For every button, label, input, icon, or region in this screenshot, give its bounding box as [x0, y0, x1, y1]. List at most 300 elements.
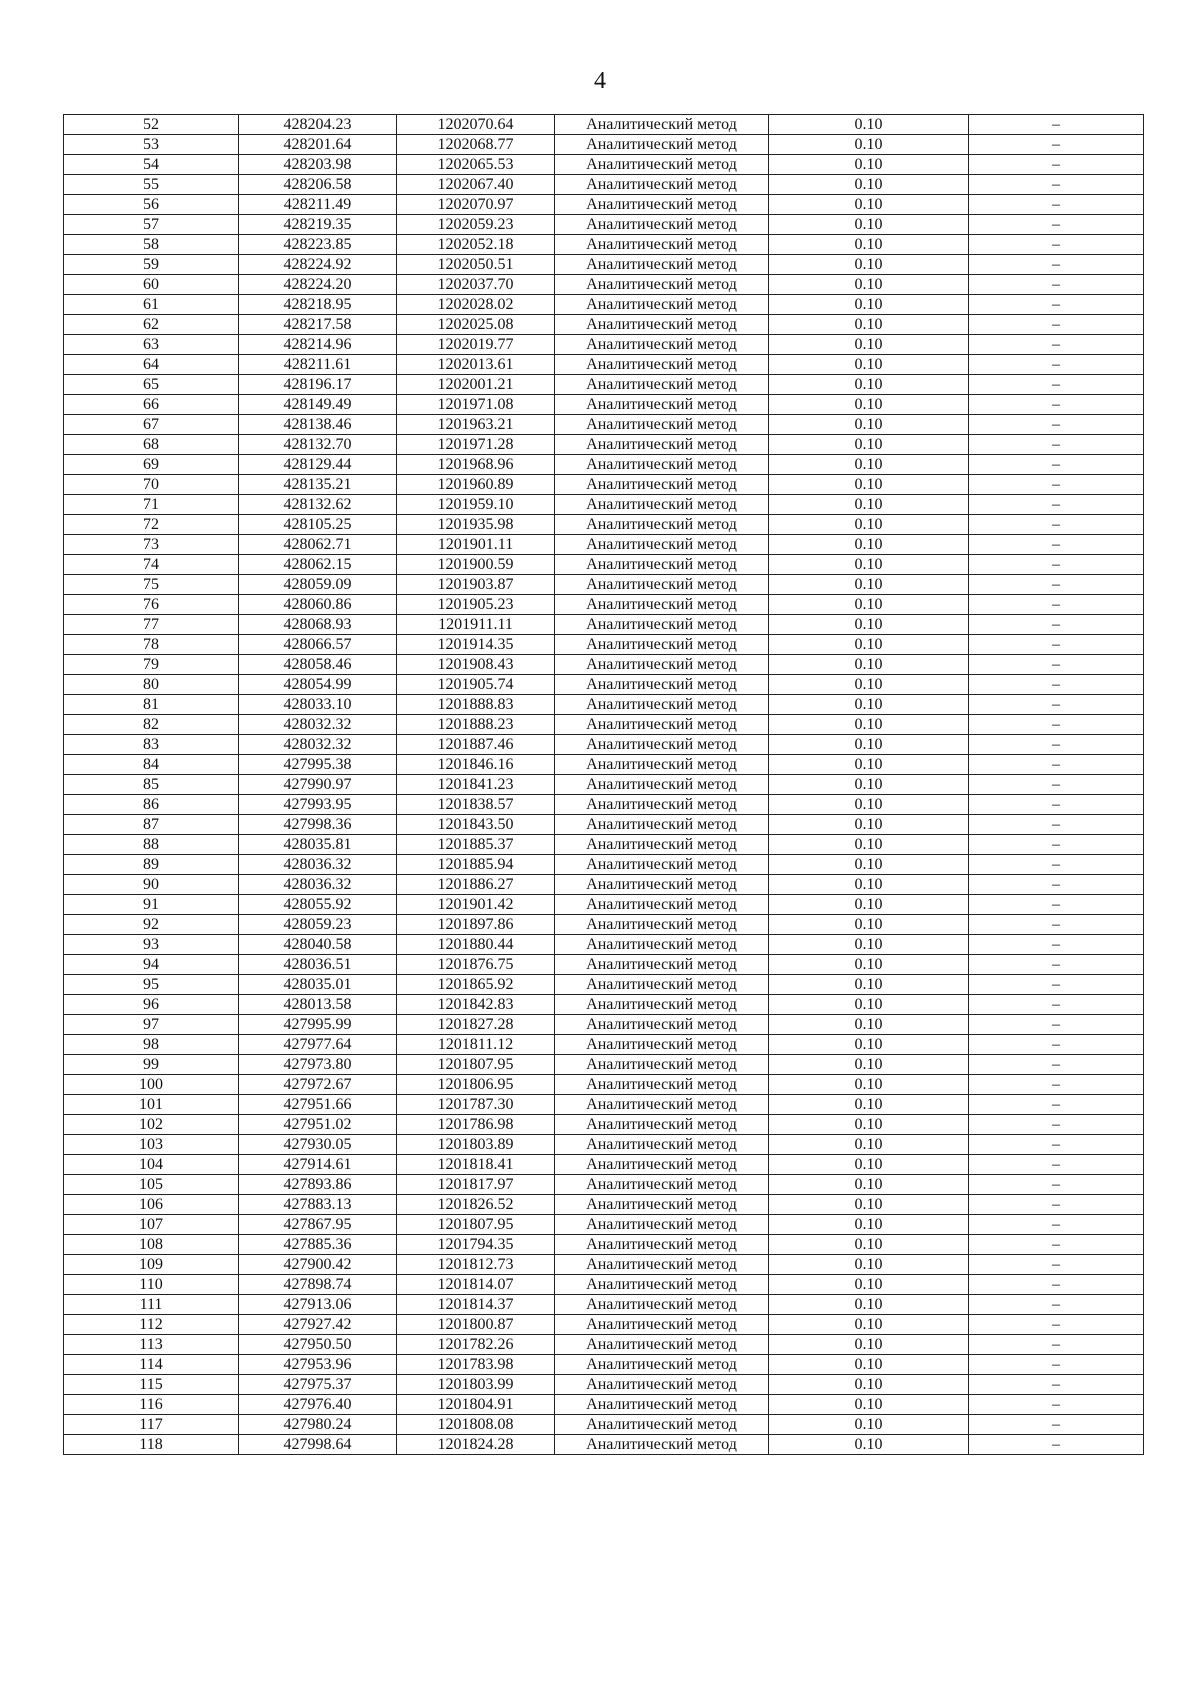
- accuracy-cell: 0.10: [769, 1395, 969, 1415]
- x-coordinate-cell: 427975.37: [239, 1375, 397, 1395]
- x-coordinate-cell: 428196.17: [239, 375, 397, 395]
- note-cell: –: [969, 715, 1144, 735]
- y-coordinate-cell: 1202059.23: [397, 215, 555, 235]
- note-cell: –: [969, 955, 1144, 975]
- table-row: [64, 855, 1144, 875]
- y-coordinate-cell: 1201800.87: [397, 1315, 555, 1335]
- point-number-cell: 79: [64, 655, 239, 675]
- note-cell: –: [969, 535, 1144, 555]
- note-cell: –: [969, 655, 1144, 675]
- x-coordinate-cell: 427914.61: [239, 1155, 397, 1175]
- table-row: [64, 255, 1144, 275]
- y-coordinate-cell: 1201818.41: [397, 1155, 555, 1175]
- y-coordinate-cell: 1201812.73: [397, 1255, 555, 1275]
- y-coordinate-cell: 1201814.37: [397, 1295, 555, 1315]
- x-coordinate-cell: 427927.42: [239, 1315, 397, 1335]
- point-number-cell: 54: [64, 155, 239, 175]
- table-row: [64, 295, 1144, 315]
- point-number-cell: 98: [64, 1035, 239, 1055]
- method-cell: Аналитический метод: [555, 435, 769, 455]
- y-coordinate-cell: 1202001.21: [397, 375, 555, 395]
- note-cell: –: [969, 615, 1144, 635]
- method-cell: Аналитический метод: [555, 1315, 769, 1335]
- point-number-cell: 78: [64, 635, 239, 655]
- table-row: [64, 1175, 1144, 1195]
- x-coordinate-cell: 427867.95: [239, 1215, 397, 1235]
- method-cell: Аналитический метод: [555, 475, 769, 495]
- note-cell: –: [969, 175, 1144, 195]
- table-row: [64, 575, 1144, 595]
- x-coordinate-cell: 427950.50: [239, 1335, 397, 1355]
- note-cell: –: [969, 1135, 1144, 1155]
- x-coordinate-cell: 428203.98: [239, 155, 397, 175]
- method-cell: Аналитический метод: [555, 975, 769, 995]
- x-coordinate-cell: 427976.40: [239, 1395, 397, 1415]
- note-cell: –: [969, 1295, 1144, 1315]
- method-cell: Аналитический метод: [555, 1075, 769, 1095]
- note-cell: –: [969, 335, 1144, 355]
- table-row: [64, 1435, 1144, 1455]
- note-cell: –: [969, 875, 1144, 895]
- y-coordinate-cell: 1201960.89: [397, 475, 555, 495]
- method-cell: Аналитический метод: [555, 615, 769, 635]
- note-cell: –: [969, 1095, 1144, 1115]
- point-number-cell: 88: [64, 835, 239, 855]
- accuracy-cell: 0.10: [769, 155, 969, 175]
- point-number-cell: 89: [64, 855, 239, 875]
- y-coordinate-cell: 1201876.75: [397, 955, 555, 975]
- x-coordinate-cell: 427900.42: [239, 1255, 397, 1275]
- y-coordinate-cell: 1201897.86: [397, 915, 555, 935]
- method-cell: Аналитический метод: [555, 1215, 769, 1235]
- point-number-cell: 60: [64, 275, 239, 295]
- note-cell: –: [969, 1375, 1144, 1395]
- y-coordinate-cell: 1201908.43: [397, 655, 555, 675]
- accuracy-cell: 0.10: [769, 795, 969, 815]
- point-number-cell: 75: [64, 575, 239, 595]
- y-coordinate-cell: 1201826.52: [397, 1195, 555, 1215]
- x-coordinate-cell: 427995.99: [239, 1015, 397, 1035]
- x-coordinate-cell: 427951.66: [239, 1095, 397, 1115]
- note-cell: –: [969, 1415, 1144, 1435]
- table-row: [64, 1395, 1144, 1415]
- accuracy-cell: 0.10: [769, 1135, 969, 1155]
- accuracy-cell: 0.10: [769, 555, 969, 575]
- note-cell: –: [969, 275, 1144, 295]
- point-number-cell: 103: [64, 1135, 239, 1155]
- table-row: [64, 675, 1144, 695]
- accuracy-cell: 0.10: [769, 475, 969, 495]
- accuracy-cell: 0.10: [769, 955, 969, 975]
- method-cell: Аналитический метод: [555, 495, 769, 515]
- table-row: [64, 1255, 1144, 1275]
- table-row: [64, 275, 1144, 295]
- note-cell: –: [969, 115, 1144, 135]
- note-cell: –: [969, 1255, 1144, 1275]
- method-cell: Аналитический метод: [555, 1175, 769, 1195]
- method-cell: Аналитический метод: [555, 1295, 769, 1315]
- x-coordinate-cell: 427913.06: [239, 1295, 397, 1315]
- note-cell: –: [969, 1015, 1144, 1035]
- table-row: [64, 195, 1144, 215]
- accuracy-cell: 0.10: [769, 655, 969, 675]
- point-number-cell: 80: [64, 675, 239, 695]
- method-cell: Аналитический метод: [555, 415, 769, 435]
- x-coordinate-cell: 428129.44: [239, 455, 397, 475]
- accuracy-cell: 0.10: [769, 1275, 969, 1295]
- point-number-cell: 69: [64, 455, 239, 475]
- point-number-cell: 77: [64, 615, 239, 635]
- accuracy-cell: 0.10: [769, 1255, 969, 1275]
- table-row: [64, 555, 1144, 575]
- point-number-cell: 90: [64, 875, 239, 895]
- note-cell: –: [969, 1355, 1144, 1375]
- table-row: [64, 955, 1144, 975]
- y-coordinate-cell: 1201914.35: [397, 635, 555, 655]
- method-cell: Аналитический метод: [555, 655, 769, 675]
- x-coordinate-cell: 428055.92: [239, 895, 397, 915]
- y-coordinate-cell: 1201971.28: [397, 435, 555, 455]
- accuracy-cell: 0.10: [769, 695, 969, 715]
- x-coordinate-cell: 428033.10: [239, 695, 397, 715]
- accuracy-cell: 0.10: [769, 895, 969, 915]
- point-number-cell: 70: [64, 475, 239, 495]
- x-coordinate-cell: 427980.24: [239, 1415, 397, 1435]
- method-cell: Аналитический метод: [555, 395, 769, 415]
- table-row: [64, 1355, 1144, 1375]
- x-coordinate-cell: 427885.36: [239, 1235, 397, 1255]
- accuracy-cell: 0.10: [769, 815, 969, 835]
- method-cell: Аналитический метод: [555, 1035, 769, 1055]
- x-coordinate-cell: 428035.81: [239, 835, 397, 855]
- x-coordinate-cell: 427972.67: [239, 1075, 397, 1095]
- method-cell: Аналитический метод: [555, 295, 769, 315]
- y-coordinate-cell: 1201968.96: [397, 455, 555, 475]
- note-cell: –: [969, 695, 1144, 715]
- point-number-cell: 81: [64, 695, 239, 715]
- point-number-cell: 53: [64, 135, 239, 155]
- method-cell: Аналитический метод: [555, 1235, 769, 1255]
- y-coordinate-cell: 1201903.87: [397, 575, 555, 595]
- point-number-cell: 87: [64, 815, 239, 835]
- accuracy-cell: 0.10: [769, 1155, 969, 1175]
- accuracy-cell: 0.10: [769, 615, 969, 635]
- point-number-cell: 66: [64, 395, 239, 415]
- y-coordinate-cell: 1201807.95: [397, 1215, 555, 1235]
- accuracy-cell: 0.10: [769, 415, 969, 435]
- y-coordinate-cell: 1202025.08: [397, 315, 555, 335]
- method-cell: Аналитический метод: [555, 835, 769, 855]
- point-number-cell: 91: [64, 895, 239, 915]
- point-number-cell: 102: [64, 1115, 239, 1135]
- table-row: [64, 135, 1144, 155]
- x-coordinate-cell: 428013.58: [239, 995, 397, 1015]
- accuracy-cell: 0.10: [769, 1195, 969, 1215]
- table-row: [64, 615, 1144, 635]
- x-coordinate-cell: 428132.70: [239, 435, 397, 455]
- accuracy-cell: 0.10: [769, 1015, 969, 1035]
- accuracy-cell: 0.10: [769, 335, 969, 355]
- table-row: [64, 775, 1144, 795]
- y-coordinate-cell: 1201959.10: [397, 495, 555, 515]
- note-cell: –: [969, 815, 1144, 835]
- x-coordinate-cell: 428201.64: [239, 135, 397, 155]
- method-cell: Аналитический метод: [555, 915, 769, 935]
- y-coordinate-cell: 1201842.83: [397, 995, 555, 1015]
- table-row: [64, 515, 1144, 535]
- x-coordinate-cell: 428054.99: [239, 675, 397, 695]
- note-cell: –: [969, 1395, 1144, 1415]
- note-cell: –: [969, 1315, 1144, 1335]
- x-coordinate-cell: 428105.25: [239, 515, 397, 535]
- method-cell: Аналитический метод: [555, 675, 769, 695]
- note-cell: –: [969, 1075, 1144, 1095]
- accuracy-cell: 0.10: [769, 775, 969, 795]
- accuracy-cell: 0.10: [769, 315, 969, 335]
- y-coordinate-cell: 1201905.74: [397, 675, 555, 695]
- accuracy-cell: 0.10: [769, 1215, 969, 1235]
- x-coordinate-cell: 428060.86: [239, 595, 397, 615]
- accuracy-cell: 0.10: [769, 835, 969, 855]
- x-coordinate-cell: 428032.32: [239, 715, 397, 735]
- y-coordinate-cell: 1201971.08: [397, 395, 555, 415]
- x-coordinate-cell: 428223.85: [239, 235, 397, 255]
- x-coordinate-cell: 428211.49: [239, 195, 397, 215]
- y-coordinate-cell: 1202065.53: [397, 155, 555, 175]
- note-cell: –: [969, 455, 1144, 475]
- method-cell: Аналитический метод: [555, 115, 769, 135]
- y-coordinate-cell: 1201824.28: [397, 1435, 555, 1455]
- x-coordinate-cell: 428224.92: [239, 255, 397, 275]
- accuracy-cell: 0.10: [769, 635, 969, 655]
- accuracy-cell: 0.10: [769, 1055, 969, 1075]
- point-number-cell: 85: [64, 775, 239, 795]
- note-cell: –: [969, 1335, 1144, 1355]
- x-coordinate-cell: 428204.23: [239, 115, 397, 135]
- method-cell: Аналитический метод: [555, 1255, 769, 1275]
- x-coordinate-cell: 427930.05: [239, 1135, 397, 1155]
- table-row: [64, 715, 1144, 735]
- point-number-cell: 52: [64, 115, 239, 135]
- accuracy-cell: 0.10: [769, 1295, 969, 1315]
- x-coordinate-cell: 428035.01: [239, 975, 397, 995]
- accuracy-cell: 0.10: [769, 535, 969, 555]
- method-cell: Аналитический метод: [555, 935, 769, 955]
- table-row: [64, 215, 1144, 235]
- y-coordinate-cell: 1201783.98: [397, 1355, 555, 1375]
- y-coordinate-cell: 1201807.95: [397, 1055, 555, 1075]
- accuracy-cell: 0.10: [769, 435, 969, 455]
- point-number-cell: 67: [64, 415, 239, 435]
- table-row: [64, 1335, 1144, 1355]
- note-cell: –: [969, 995, 1144, 1015]
- note-cell: –: [969, 395, 1144, 415]
- point-number-cell: 100: [64, 1075, 239, 1095]
- note-cell: –: [969, 775, 1144, 795]
- x-coordinate-cell: 427893.86: [239, 1175, 397, 1195]
- accuracy-cell: 0.10: [769, 855, 969, 875]
- accuracy-cell: 0.10: [769, 1415, 969, 1435]
- table-row: [64, 475, 1144, 495]
- note-cell: –: [969, 435, 1144, 455]
- point-number-cell: 116: [64, 1395, 239, 1415]
- point-number-cell: 64: [64, 355, 239, 375]
- x-coordinate-cell: 428036.32: [239, 875, 397, 895]
- y-coordinate-cell: 1201787.30: [397, 1095, 555, 1115]
- method-cell: Аналитический метод: [555, 955, 769, 975]
- accuracy-cell: 0.10: [769, 455, 969, 475]
- method-cell: Аналитический метод: [555, 1395, 769, 1415]
- point-number-cell: 57: [64, 215, 239, 235]
- note-cell: –: [969, 1195, 1144, 1215]
- x-coordinate-cell: 427883.13: [239, 1195, 397, 1215]
- table-row: [64, 755, 1144, 775]
- x-coordinate-cell: 427953.96: [239, 1355, 397, 1375]
- x-coordinate-cell: 427898.74: [239, 1275, 397, 1295]
- x-coordinate-cell: 428218.95: [239, 295, 397, 315]
- y-coordinate-cell: 1201841.23: [397, 775, 555, 795]
- y-coordinate-cell: 1201846.16: [397, 755, 555, 775]
- method-cell: Аналитический метод: [555, 1055, 769, 1075]
- y-coordinate-cell: 1201814.07: [397, 1275, 555, 1295]
- method-cell: Аналитический метод: [555, 315, 769, 335]
- note-cell: –: [969, 355, 1144, 375]
- note-cell: –: [969, 1035, 1144, 1055]
- note-cell: –: [969, 915, 1144, 935]
- coordinates-table-body: [64, 115, 1144, 1455]
- y-coordinate-cell: 1201885.37: [397, 835, 555, 855]
- table-row: [64, 1095, 1144, 1115]
- y-coordinate-cell: 1201817.97: [397, 1175, 555, 1195]
- y-coordinate-cell: 1201806.95: [397, 1075, 555, 1095]
- table-row: [64, 415, 1144, 435]
- method-cell: Аналитический метод: [555, 1335, 769, 1355]
- table-row: [64, 915, 1144, 935]
- note-cell: –: [969, 1055, 1144, 1075]
- point-number-cell: 95: [64, 975, 239, 995]
- table-row: [64, 1195, 1144, 1215]
- y-coordinate-cell: 1201794.35: [397, 1235, 555, 1255]
- note-cell: –: [969, 635, 1144, 655]
- table-row: [64, 1075, 1144, 1095]
- y-coordinate-cell: 1201963.21: [397, 415, 555, 435]
- method-cell: Аналитический метод: [555, 555, 769, 575]
- note-cell: –: [969, 1275, 1144, 1295]
- table-row: [64, 1375, 1144, 1395]
- table-row: [64, 335, 1144, 355]
- x-coordinate-cell: 428040.58: [239, 935, 397, 955]
- method-cell: Аналитический метод: [555, 255, 769, 275]
- table-row: [64, 395, 1144, 415]
- point-number-cell: 92: [64, 915, 239, 935]
- accuracy-cell: 0.10: [769, 1355, 969, 1375]
- point-number-cell: 59: [64, 255, 239, 275]
- method-cell: Аналитический метод: [555, 855, 769, 875]
- table-row: [64, 735, 1144, 755]
- x-coordinate-cell: 428138.46: [239, 415, 397, 435]
- y-coordinate-cell: 1201905.23: [397, 595, 555, 615]
- table-row: [64, 175, 1144, 195]
- method-cell: Аналитический метод: [555, 795, 769, 815]
- note-cell: –: [969, 1235, 1144, 1255]
- x-coordinate-cell: 428224.20: [239, 275, 397, 295]
- x-coordinate-cell: 428149.49: [239, 395, 397, 415]
- note-cell: –: [969, 835, 1144, 855]
- point-number-cell: 108: [64, 1235, 239, 1255]
- method-cell: Аналитический метод: [555, 515, 769, 535]
- table-row: [64, 375, 1144, 395]
- method-cell: Аналитический метод: [555, 275, 769, 295]
- table-row: [64, 155, 1144, 175]
- table-row: [64, 1055, 1144, 1075]
- accuracy-cell: 0.10: [769, 995, 969, 1015]
- y-coordinate-cell: 1201887.46: [397, 735, 555, 755]
- y-coordinate-cell: 1202019.77: [397, 335, 555, 355]
- note-cell: –: [969, 135, 1144, 155]
- table-row: [64, 355, 1144, 375]
- x-coordinate-cell: 427995.38: [239, 755, 397, 775]
- method-cell: Аналитический метод: [555, 715, 769, 735]
- table-row: [64, 935, 1144, 955]
- accuracy-cell: 0.10: [769, 1095, 969, 1115]
- method-cell: Аналитический метод: [555, 1435, 769, 1455]
- note-cell: –: [969, 1215, 1144, 1235]
- y-coordinate-cell: 1201888.83: [397, 695, 555, 715]
- method-cell: Аналитический метод: [555, 195, 769, 215]
- method-cell: Аналитический метод: [555, 1375, 769, 1395]
- point-number-cell: 93: [64, 935, 239, 955]
- table-row: [64, 1275, 1144, 1295]
- accuracy-cell: 0.10: [769, 355, 969, 375]
- method-cell: Аналитический метод: [555, 1015, 769, 1035]
- point-number-cell: 106: [64, 1195, 239, 1215]
- note-cell: –: [969, 1115, 1144, 1135]
- note-cell: –: [969, 735, 1144, 755]
- y-coordinate-cell: 1201900.59: [397, 555, 555, 575]
- x-coordinate-cell: 428135.21: [239, 475, 397, 495]
- point-number-cell: 82: [64, 715, 239, 735]
- point-number-cell: 109: [64, 1255, 239, 1275]
- point-number-cell: 71: [64, 495, 239, 515]
- method-cell: Аналитический метод: [555, 595, 769, 615]
- y-coordinate-cell: 1201935.98: [397, 515, 555, 535]
- point-number-cell: 104: [64, 1155, 239, 1175]
- x-coordinate-cell: 428214.96: [239, 335, 397, 355]
- y-coordinate-cell: 1202067.40: [397, 175, 555, 195]
- note-cell: –: [969, 755, 1144, 775]
- method-cell: Аналитический метод: [555, 775, 769, 795]
- table-row: [64, 815, 1144, 835]
- y-coordinate-cell: 1201786.98: [397, 1115, 555, 1135]
- accuracy-cell: 0.10: [769, 675, 969, 695]
- accuracy-cell: 0.10: [769, 1235, 969, 1255]
- point-number-cell: 73: [64, 535, 239, 555]
- accuracy-cell: 0.10: [769, 175, 969, 195]
- method-cell: Аналитический метод: [555, 1355, 769, 1375]
- accuracy-cell: 0.10: [769, 575, 969, 595]
- method-cell: Аналитический метод: [555, 355, 769, 375]
- table-row: [64, 535, 1144, 555]
- coordinates-table: [63, 114, 1144, 1455]
- y-coordinate-cell: 1201911.11: [397, 615, 555, 635]
- point-number-cell: 72: [64, 515, 239, 535]
- y-coordinate-cell: 1201888.23: [397, 715, 555, 735]
- point-number-cell: 107: [64, 1215, 239, 1235]
- table-row: [64, 1295, 1144, 1315]
- point-number-cell: 61: [64, 295, 239, 315]
- note-cell: –: [969, 1155, 1144, 1175]
- accuracy-cell: 0.10: [769, 255, 969, 275]
